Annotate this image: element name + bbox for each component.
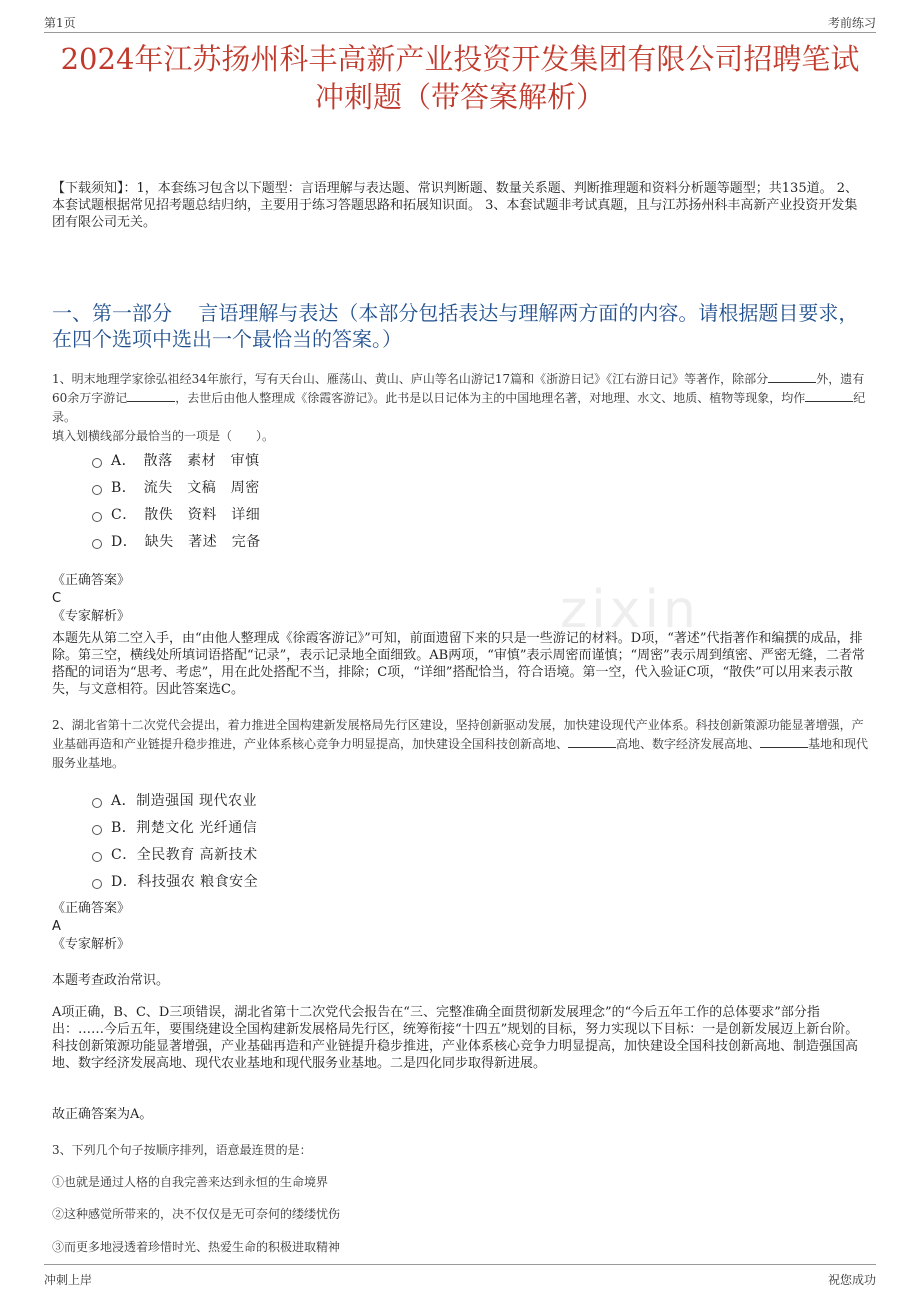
question-1-answer-block — [52, 572, 872, 626]
question-2-options — [92, 786, 258, 894]
blank — [568, 735, 616, 748]
radio-icon[interactable] — [92, 539, 102, 549]
question-2-stem: 2、湖北省第十二次党代会提出，着力推进全国构建新发展格局先行区建设，坚持创新驱动发展，加快建设现代产业体系。科技创新策源功能显著增强，产业基础再造和产业链提升稳步推进，产业体系核心竞争力明显提高，加快建设全国科技创新高地、 高地、数字经济发展高地、 基地和现代服务业基地。 — [52, 718, 869, 770]
page-footer — [44, 1264, 876, 1289]
radio-icon[interactable] — [92, 825, 102, 835]
question-1-analysis: 本题先从第二空入手，由“由他人整理成《徐霞客游记》”可知，前面遗留下来的只是一些游记的材料。D项，“著述”代指著作和编撰的成品，排除。第三空，横线处所填词语搭配“记录”，表示记录地全面细致。AB两项，“审慎”表示周密而谨慎；“周密”表示周到缜密、严密无缝，二者常搭配的词语为“思考、考虑”，用在此处搭配不当，排除；C项，“详细”搭配恰当，符合语境。第一空，代入验证C项，“散佚”可以用来表示散失，与文意相符。因此答案选C。 — [52, 631, 865, 697]
answer-value: A — [52, 919, 61, 934]
header-tag: 考前练习 — [827, 16, 876, 30]
answer-value: C — [52, 591, 62, 606]
option-c[interactable]: C．全民教育 高新技术 — [92, 840, 258, 867]
option-a[interactable]: A．制造强国 现代农业 — [92, 786, 258, 813]
question-3-sentence-1: ①也就是通过人格的自我完善来达到永恒的生命境界 — [52, 1175, 329, 1189]
radio-icon[interactable] — [92, 879, 102, 889]
question-3-stem: 3、下列几个句子按顺序排列，语意最连贯的是： — [52, 1143, 312, 1157]
blank — [760, 735, 808, 748]
radio-icon[interactable] — [92, 512, 102, 522]
watermark: zixin — [560, 580, 700, 640]
question-2-answer-block — [52, 900, 872, 954]
blank — [768, 370, 816, 383]
question-1-stem: 1、明末地理学家徐弘祖经34年旅行，写有天台山、雁荡山、黄山、庐山等名山游记17篇和《浙游日记》《江右游日记》等著作，除部分 外，遗有60余万字游记 ，去世后由他人整理成《徐霞客游记》。此书是以日记体为主的中国地理名著，对地理、水文、地质、植物等现象，均作 纪录。 填入划横线部分最恰当的一项是（ ）。 — [52, 370, 870, 446]
radio-icon[interactable] — [92, 852, 102, 862]
radio-icon[interactable] — [92, 458, 102, 468]
page-number: 第1页 — [44, 16, 76, 30]
question-1-instruction: 填入划横线部分最恰当的一项是（ ）。 — [52, 429, 275, 443]
answer-label: 《正确答案》 — [52, 901, 131, 916]
option-d[interactable]: D．科技强农 粮食安全 — [92, 867, 258, 894]
footer-right: 祝您成功 — [827, 1273, 876, 1287]
option-b[interactable]: B．荆楚文化 光纤通信 — [92, 813, 258, 840]
option-c[interactable]: C． 散佚 资料 详细 — [92, 500, 261, 527]
option-a[interactable]: A． 散落 素材 审慎 — [92, 446, 261, 473]
radio-icon[interactable] — [92, 798, 102, 808]
question-2-analysis: A项正确，B、C、D三项错误，湖北省第十二次党代会报告在“三、完整准确全面贯彻新发展理念”的“今后五年工作的总体要求”部分指出：……今后五年，要围绕建设全国构建新发展格局先行区，统筹衔接“十四五”规划的目标，努力实现以下目标：一是创新发展迈上新台阶。科技创新策源功能显著增强，产业基础再造和产业链提升稳步推进，产业体系核心竞争力明显提高，加快建设全国科技创新高地、制造强国高地、数字经济发展高地、现代农业基地和现代服务业基地。二是四化同步取得新进展。 — [52, 1005, 859, 1071]
radio-icon[interactable] — [92, 485, 102, 495]
download-notice: 【下载须知】：1，本套练习包含以下题型：言语理解与表达题、常识判断题、数量关系题、判断推理题和资料分析题等题型；共135道。 2、本套试题根据常见招考题总结归纳，主要用于练习答题思路和拓展知识面。 3、本套试题非考试真题，且与江苏扬州科丰高新产业投资开发集团有限公司无关。 — [52, 181, 858, 230]
question-2-analysis-intro: 本题考查政治常识。 — [52, 973, 170, 988]
footer-left: 冲刺上岸 — [44, 1273, 93, 1287]
answer-label: 《正确答案》 — [52, 573, 131, 588]
analysis-label: 《专家解析》 — [52, 609, 131, 624]
question-1-options — [92, 446, 261, 554]
analysis-label: 《专家解析》 — [52, 937, 131, 952]
option-d[interactable]: D． 缺失 著述 完备 — [92, 527, 261, 554]
blank — [805, 389, 853, 402]
question-2-conclusion: 故正确答案为A。 — [52, 1107, 153, 1122]
blank — [127, 389, 175, 402]
document-title — [40, 40, 880, 116]
question-3-sentence-2: ②这种感觉所带来的，决不仅仅是无可奈何的缕缕忧伤 — [52, 1207, 341, 1221]
title-line-2: 冲刺题（带答案解析） — [314, 80, 605, 114]
section-heading: 一、第一部分 言语理解与表达（本部分包括表达与理解两方面的内容。请根据题目要求，在四个选项中选出一个最恰当的答案。） — [52, 301, 859, 351]
title-line-1: 2024年江苏扬州科丰高新产业投资开发集团有限公司招聘笔试 — [60, 42, 860, 76]
option-b[interactable]: B． 流失 文稿 周密 — [92, 473, 261, 500]
page-header — [44, 10, 876, 33]
question-3-sentence-3: ③而更多地浸透着珍惜时光、热爱生命的积极进取精神 — [52, 1240, 341, 1254]
